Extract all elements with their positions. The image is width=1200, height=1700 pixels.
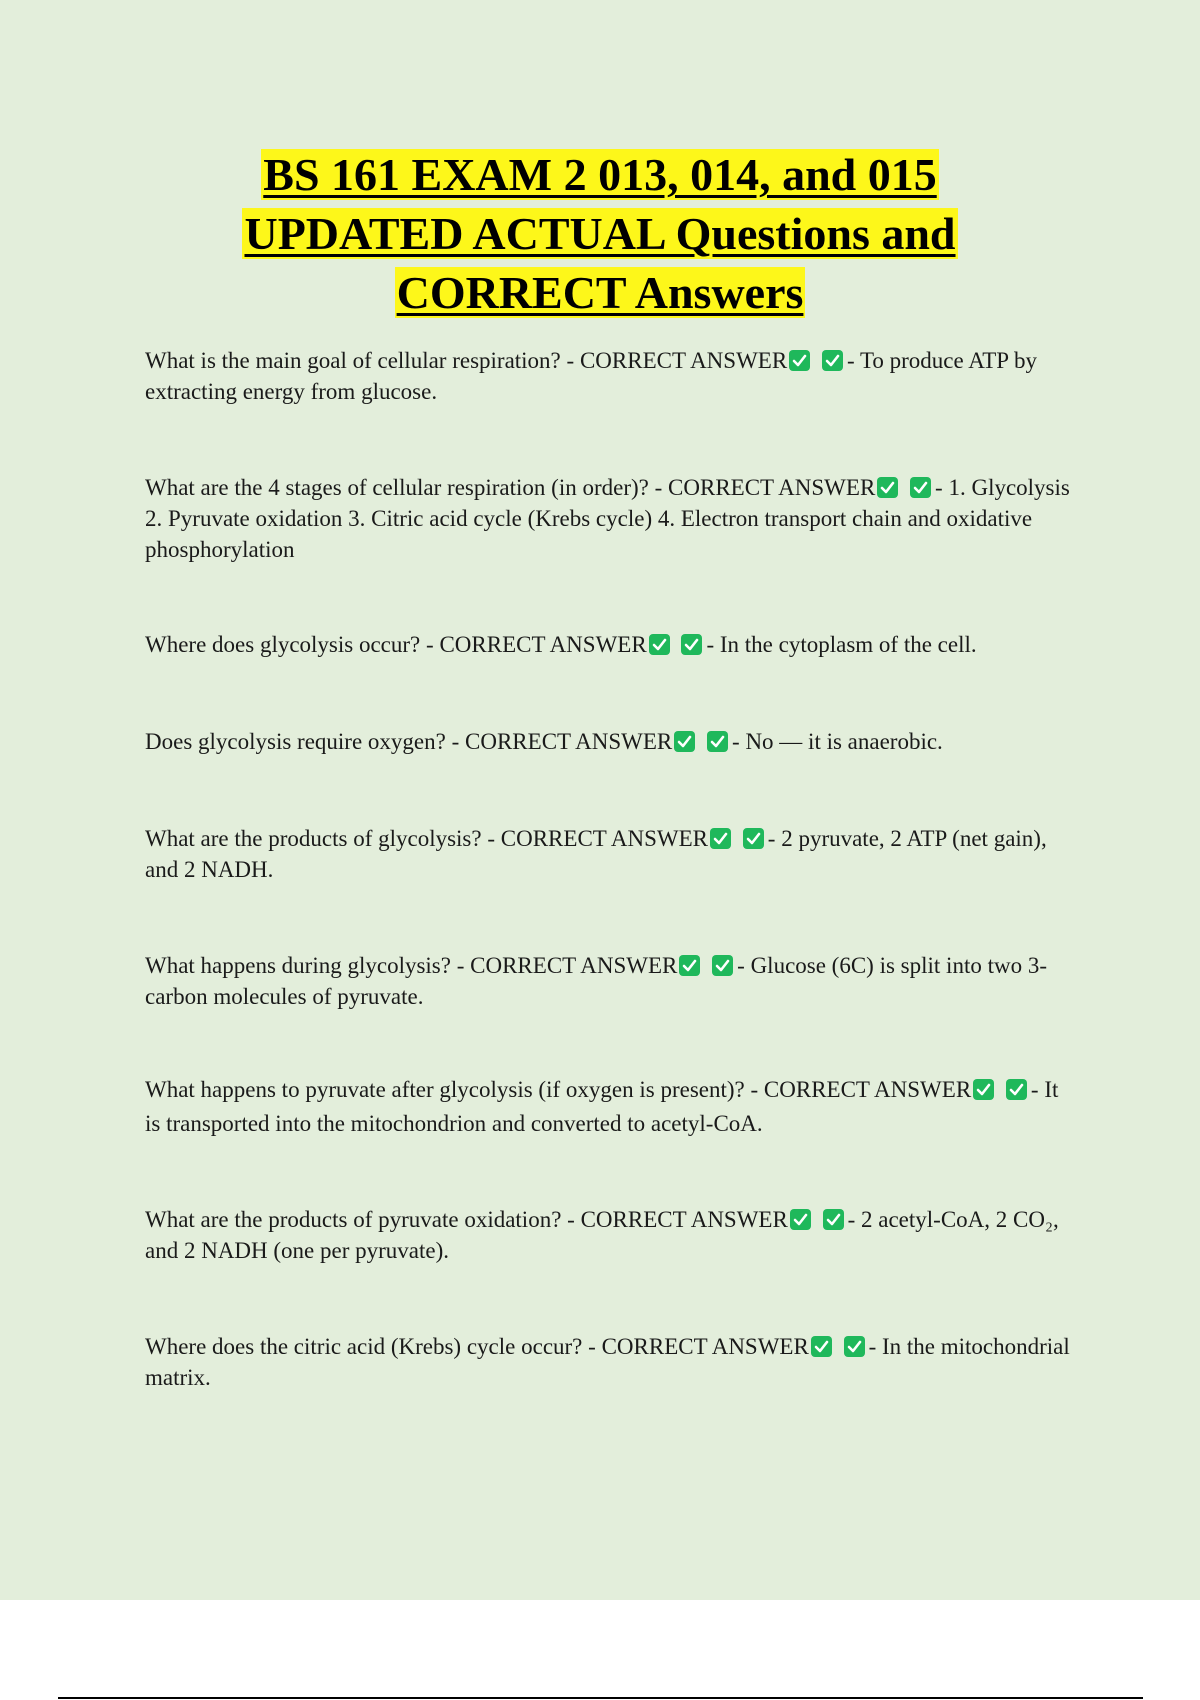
qa-item: What happens to pyruvate after glycolysis (if oxygen is present)? - CORRECT ANSWER - It is transported into the mitochondrion and converted to acetyl-CoA. — [145, 1077, 1059, 1136]
answer-marker: CORRECT ANSWER — [668, 475, 876, 500]
answer-text: 2 pyruvate, 2 ATP (net gain), and 2 NADH. — [145, 826, 1047, 882]
question-text: Where does the citric acid (Krebs) cycle occur? — [145, 1334, 583, 1359]
qa-item: Where does glycolysis occur? - CORRECT ANSWER - In the cytoplasm of the cell. — [145, 632, 977, 657]
qa-item: Does glycolysis require oxygen? - CORRECT ANSWER - No — it is anaerobic. — [145, 729, 943, 754]
answer-text: 2 acetyl-CoA, 2 CO₂, and 2 NADH (one per pyruvate). — [145, 1207, 1059, 1263]
check-mark-icon — [1006, 1079, 1027, 1100]
check-mark-icon — [789, 350, 810, 371]
check-mark-icon — [649, 634, 670, 655]
question-text: Where does glycolysis occur? — [145, 632, 421, 657]
question-text: What are the products of pyruvate oxidation? — [145, 1207, 562, 1232]
answer-marker: CORRECT ANSWER — [470, 953, 678, 978]
question-text: Does glycolysis require oxygen? — [145, 729, 446, 754]
check-mark-icon — [707, 731, 728, 752]
document-title — [0, 145, 1200, 322]
check-mark-icon — [811, 1336, 832, 1357]
answer-marker: CORRECT ANSWER — [439, 632, 647, 657]
qa-item: What are the 4 stages of cellular respiration (in order)? - CORRECT ANSWER - 1. Glycolysis 2. Pyruvate oxidation 3. Citric acid cycle (Krebs cycle) 4. Electron transport chain and oxidative phosphorylation — [145, 475, 1070, 562]
answer-marker: CORRECT ANSWER — [465, 729, 673, 754]
qa-item: What are the products of glycolysis? - CORRECT ANSWER - 2 pyruvate, 2 ATP (net gain), and 2 NADH. — [145, 826, 1047, 882]
answer-marker: CORRECT ANSWER — [763, 1077, 972, 1102]
answer-marker: CORRECT ANSWER — [500, 826, 709, 851]
question-text: What happens to pyruvate after glycolysis (if oxygen is present)? — [145, 1077, 745, 1102]
question-text: What are the 4 stages of cellular respiration (in order)? — [145, 475, 649, 500]
answer-text: In the cytoplasm of the cell. — [719, 632, 977, 657]
qa-item: What happens during glycolysis? - CORRECT ANSWER - Glucose (6C) is split into two 3-carbon molecules of pyruvate. — [145, 953, 1047, 1009]
qa-item: What are the products of pyruvate oxidation? - CORRECT ANSWER - 2 acetyl-CoA, 2 CO₂, and 2 NADH (one per pyruvate). — [145, 1207, 1059, 1263]
check-mark-icon — [822, 350, 843, 371]
answer-text: To produce ATP by extracting energy from glucose. — [145, 348, 1037, 404]
qa-item: Where does the citric acid (Krebs) cycle occur? - CORRECT ANSWER - In the mitochondrial matrix. — [145, 1334, 1070, 1390]
answer-marker: CORRECT ANSWER — [579, 348, 788, 373]
qa-item: What is the main goal of cellular respiration? - CORRECT ANSWER - To produce ATP by extracting energy from glucose. — [145, 348, 1037, 404]
answer-text: It is transported into the mitochondrion and converted to acetyl-CoA. — [145, 1077, 1059, 1136]
answer-marker: CORRECT ANSWER — [601, 1334, 809, 1359]
question-text: What happens during glycolysis? — [145, 953, 451, 978]
check-mark-icon — [712, 955, 733, 976]
check-mark-icon — [681, 634, 702, 655]
title-line: UPDATED ACTUAL Questions and — [244, 208, 956, 259]
check-mark-icon — [743, 828, 764, 849]
check-mark-icon — [790, 1209, 811, 1230]
answer-text: No — it is anaerobic. — [745, 729, 943, 754]
check-mark-icon — [877, 477, 898, 498]
title-line: BS 161 EXAM 2 013, 014, and 015 — [263, 149, 937, 200]
check-mark-icon — [679, 955, 700, 976]
check-mark-icon — [674, 731, 695, 752]
question-text: What are the products of glycolysis? — [145, 826, 482, 851]
answer-marker: CORRECT ANSWER — [580, 1207, 788, 1232]
title-line: CORRECT Answers — [396, 267, 804, 318]
answer-text: Glucose (6C) is split into two 3-carbon molecules of pyruvate. — [145, 953, 1047, 1009]
footer-divider — [58, 1697, 1143, 1699]
check-mark-icon — [973, 1079, 994, 1100]
check-mark-icon — [710, 828, 731, 849]
answer-text: In the mitochondrial matrix. — [145, 1334, 1070, 1390]
check-mark-icon — [910, 477, 931, 498]
question-text: What is the main goal of cellular respiration? — [145, 348, 561, 373]
check-mark-icon — [823, 1209, 844, 1230]
answer-text: 1. Glycolysis 2. Pyruvate oxidation 3. Citric acid cycle (Krebs cycle) 4. Electron transport chain and oxidative phosphorylation — [145, 475, 1070, 562]
check-mark-icon — [844, 1336, 865, 1357]
